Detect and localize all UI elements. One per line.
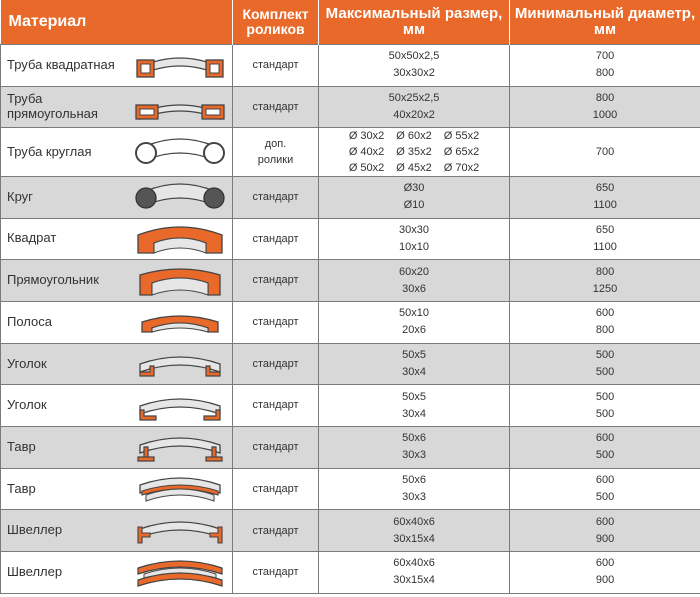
size-value: Ø 35x2 xyxy=(396,146,432,159)
table-row xyxy=(1,552,700,594)
kit-cell xyxy=(233,176,319,218)
kit-text: стандарт xyxy=(252,274,299,287)
max-size-cell xyxy=(319,510,510,552)
size-value: 60x20 xyxy=(399,265,429,278)
kit-cell xyxy=(233,45,319,87)
min-diameter-cell xyxy=(510,427,700,469)
profile-icon-cell xyxy=(129,552,233,594)
max-size-cell xyxy=(319,45,510,87)
table-row xyxy=(1,218,700,260)
kit-text: стандарт xyxy=(252,59,299,72)
kit-text: стандарт xyxy=(252,100,299,113)
size-value: Ø 70x2 xyxy=(443,162,480,175)
square-tube-profile-icon xyxy=(129,47,233,83)
profile-icon-cell xyxy=(129,218,233,260)
min-diameter-cell xyxy=(510,176,700,218)
size-value: 50x5 xyxy=(402,348,426,361)
diameter-value: 500 xyxy=(595,390,615,403)
size-value: 30x6 xyxy=(402,282,426,295)
diameter-value: 1100 xyxy=(593,240,617,253)
angle-in-profile-icon xyxy=(129,388,233,424)
size-value: 60x40x6 xyxy=(393,557,435,570)
profile-icon-cell xyxy=(129,468,233,510)
diameter-value: 800 xyxy=(595,324,615,337)
diameter-value: 600 xyxy=(595,515,615,528)
table-row xyxy=(1,45,700,87)
diameter-value: 1250 xyxy=(592,282,618,295)
material-cell: Квадрат xyxy=(1,218,129,260)
round-tube-profile-icon xyxy=(129,134,233,170)
kit-text: ролики xyxy=(257,154,294,167)
size-value: Ø 65x2 xyxy=(443,146,480,159)
kit-cell xyxy=(233,128,319,177)
kit-text: стандарт xyxy=(252,357,299,370)
min-diameter-cell xyxy=(510,343,700,385)
max-size-cell xyxy=(319,176,510,218)
size-value: 30x4 xyxy=(402,407,426,420)
profile-icon-cell xyxy=(129,343,233,385)
profile-icon-cell xyxy=(129,86,233,128)
kit-text: стандарт xyxy=(252,441,299,454)
kit-text: стандарт xyxy=(252,191,299,203)
kit-cell xyxy=(233,218,319,260)
flat-strip-profile-icon xyxy=(129,304,233,340)
table-row xyxy=(1,176,700,218)
kit-cell xyxy=(233,301,319,343)
size-value: 40x20x2 xyxy=(393,109,435,122)
size-value: Ø 50x2 xyxy=(348,162,385,175)
square-bar-profile-icon xyxy=(129,221,233,257)
diameter-value: 650 xyxy=(595,182,615,195)
table-header-row xyxy=(1,0,700,45)
material-cell: Труба прямоугольная xyxy=(1,86,129,128)
table-body xyxy=(1,45,700,594)
size-value: 30x30x2 xyxy=(393,67,435,80)
size-value: 50x50x2,5 xyxy=(388,50,440,63)
max-size-cell xyxy=(319,385,510,427)
diameter-value: 600 xyxy=(595,557,615,570)
diameter-value: 500 xyxy=(595,366,615,378)
rectangular-tube-profile-icon xyxy=(129,89,233,125)
kit-text: доп. xyxy=(264,137,287,150)
min-diameter-cell xyxy=(510,260,700,302)
profile-icon-cell xyxy=(129,301,233,343)
profile-icon-cell xyxy=(129,45,233,87)
size-value: 30x4 xyxy=(402,366,426,378)
max-size-cell xyxy=(319,552,510,594)
diameter-value: 800 xyxy=(595,67,615,80)
material-cell: Тавр xyxy=(1,468,129,510)
round-bar-profile-icon xyxy=(129,179,233,215)
size-value: 60x40x6 xyxy=(393,515,435,528)
table-row xyxy=(1,301,700,343)
kit-text: стандарт xyxy=(252,399,299,412)
kit-cell xyxy=(233,343,319,385)
min-diameter-cell xyxy=(510,552,700,594)
max-size-cell xyxy=(319,218,510,260)
kit-text: стандарт xyxy=(252,566,299,579)
size-value: 50x25x2,5 xyxy=(388,91,440,104)
diameter-value: 500 xyxy=(595,449,615,462)
header-min-diameter: Минимальный диаметр, мм xyxy=(510,0,700,45)
min-diameter-cell xyxy=(510,468,700,510)
table-row xyxy=(1,385,700,427)
kit-text: стандарт xyxy=(252,524,299,537)
rectangle-bar-profile-icon xyxy=(129,263,233,299)
tee-out-profile-icon xyxy=(129,429,233,465)
diameter-value: 600 xyxy=(595,432,615,445)
size-value: 30x15x4 xyxy=(393,532,435,545)
diameter-value: 900 xyxy=(595,532,615,545)
kit-text: стандарт xyxy=(252,316,299,329)
header-material: Материал xyxy=(1,0,233,45)
diameter-value: 800 xyxy=(595,265,615,278)
kit-cell xyxy=(233,468,319,510)
diameter-value: 900 xyxy=(595,574,615,587)
size-value: 10x10 xyxy=(399,240,429,253)
material-cell: Тавр xyxy=(1,427,129,469)
size-value: 50x6 xyxy=(402,474,426,487)
diameter-value: 1000 xyxy=(592,109,618,122)
table-row xyxy=(1,468,700,510)
size-value: 50x10 xyxy=(399,307,429,320)
size-value: 30x15x4 xyxy=(393,574,435,587)
diameter-value: 500 xyxy=(595,348,615,361)
tee-in-profile-icon xyxy=(129,471,233,507)
max-size-cell xyxy=(319,301,510,343)
channel-in-profile-icon xyxy=(129,554,233,590)
material-cell: Уголок xyxy=(1,343,129,385)
material-cell: Швеллер xyxy=(1,552,129,594)
max-size-cell xyxy=(319,343,510,385)
size-value: 50x6 xyxy=(402,432,426,445)
kit-cell xyxy=(233,385,319,427)
channel-out-profile-icon xyxy=(129,513,233,549)
max-size-cell xyxy=(319,427,510,469)
diameter-value: 500 xyxy=(595,491,615,504)
min-diameter-cell xyxy=(510,218,700,260)
profile-icon-cell xyxy=(129,128,233,177)
profile-icon-cell xyxy=(129,260,233,302)
max-size-cell xyxy=(319,86,510,128)
profile-icon-cell xyxy=(129,510,233,552)
size-value: 20x6 xyxy=(402,324,426,337)
size-value: Ø30 xyxy=(403,182,425,195)
kit-cell xyxy=(233,260,319,302)
diameter-value: 1100 xyxy=(593,199,617,212)
diameter-value: 600 xyxy=(595,474,615,487)
min-diameter-cell xyxy=(510,45,700,87)
size-value: Ø 60x2 xyxy=(396,130,432,143)
kit-cell xyxy=(233,427,319,469)
header-kit: Комплект роликов xyxy=(233,0,319,45)
min-diameter-cell xyxy=(510,301,700,343)
kit-text: стандарт xyxy=(252,232,299,245)
size-value: 30x3 xyxy=(402,491,426,504)
diameter-value: 650 xyxy=(595,223,615,236)
min-diameter-cell xyxy=(510,510,700,552)
table-row xyxy=(1,343,700,385)
angle-out-profile-icon xyxy=(129,346,233,382)
table-row xyxy=(1,128,700,177)
table-row xyxy=(1,86,700,128)
table-row xyxy=(1,510,700,552)
size-value: 30x30 xyxy=(399,223,429,236)
kit-text: стандарт xyxy=(252,482,299,495)
material-cell: Круг xyxy=(1,176,129,218)
size-value: Ø 30x2 xyxy=(348,130,385,143)
table-row xyxy=(1,427,700,469)
size-value: Ø10 xyxy=(403,199,425,212)
size-value: Ø 55x2 xyxy=(443,130,480,143)
max-size-cell xyxy=(319,468,510,510)
material-cell: Швеллер xyxy=(1,510,129,552)
min-diameter-cell xyxy=(510,86,700,128)
kit-cell xyxy=(233,552,319,594)
kit-cell xyxy=(233,86,319,128)
profile-icon-cell xyxy=(129,427,233,469)
kit-cell xyxy=(233,510,319,552)
min-diameter-cell xyxy=(510,128,700,177)
material-cell: Труба круглая xyxy=(1,128,129,177)
material-cell: Полоса xyxy=(1,301,129,343)
material-cell: Уголок xyxy=(1,385,129,427)
diameter-value: 700 xyxy=(595,145,615,158)
max-size-cell xyxy=(319,128,510,177)
profile-icon-cell xyxy=(129,385,233,427)
diameter-value: 800 xyxy=(595,91,615,104)
table-row xyxy=(1,260,700,302)
max-size-cell xyxy=(319,260,510,302)
material-cell: Прямоугольник xyxy=(1,260,129,302)
diameter-value: 700 xyxy=(595,50,615,63)
min-diameter-cell xyxy=(510,385,700,427)
profile-icon-cell xyxy=(129,176,233,218)
size-value: 50x5 xyxy=(402,390,426,403)
size-value: Ø 45x2 xyxy=(396,162,432,175)
diameter-value: 600 xyxy=(595,307,615,320)
material-cell: Труба квадратная xyxy=(1,45,129,87)
diameter-value: 500 xyxy=(595,407,615,420)
header-max-size: Максимальный размер, мм xyxy=(319,0,510,45)
size-value: 30x3 xyxy=(402,449,426,462)
size-grid xyxy=(349,129,479,176)
size-value: Ø 40x2 xyxy=(348,146,385,159)
